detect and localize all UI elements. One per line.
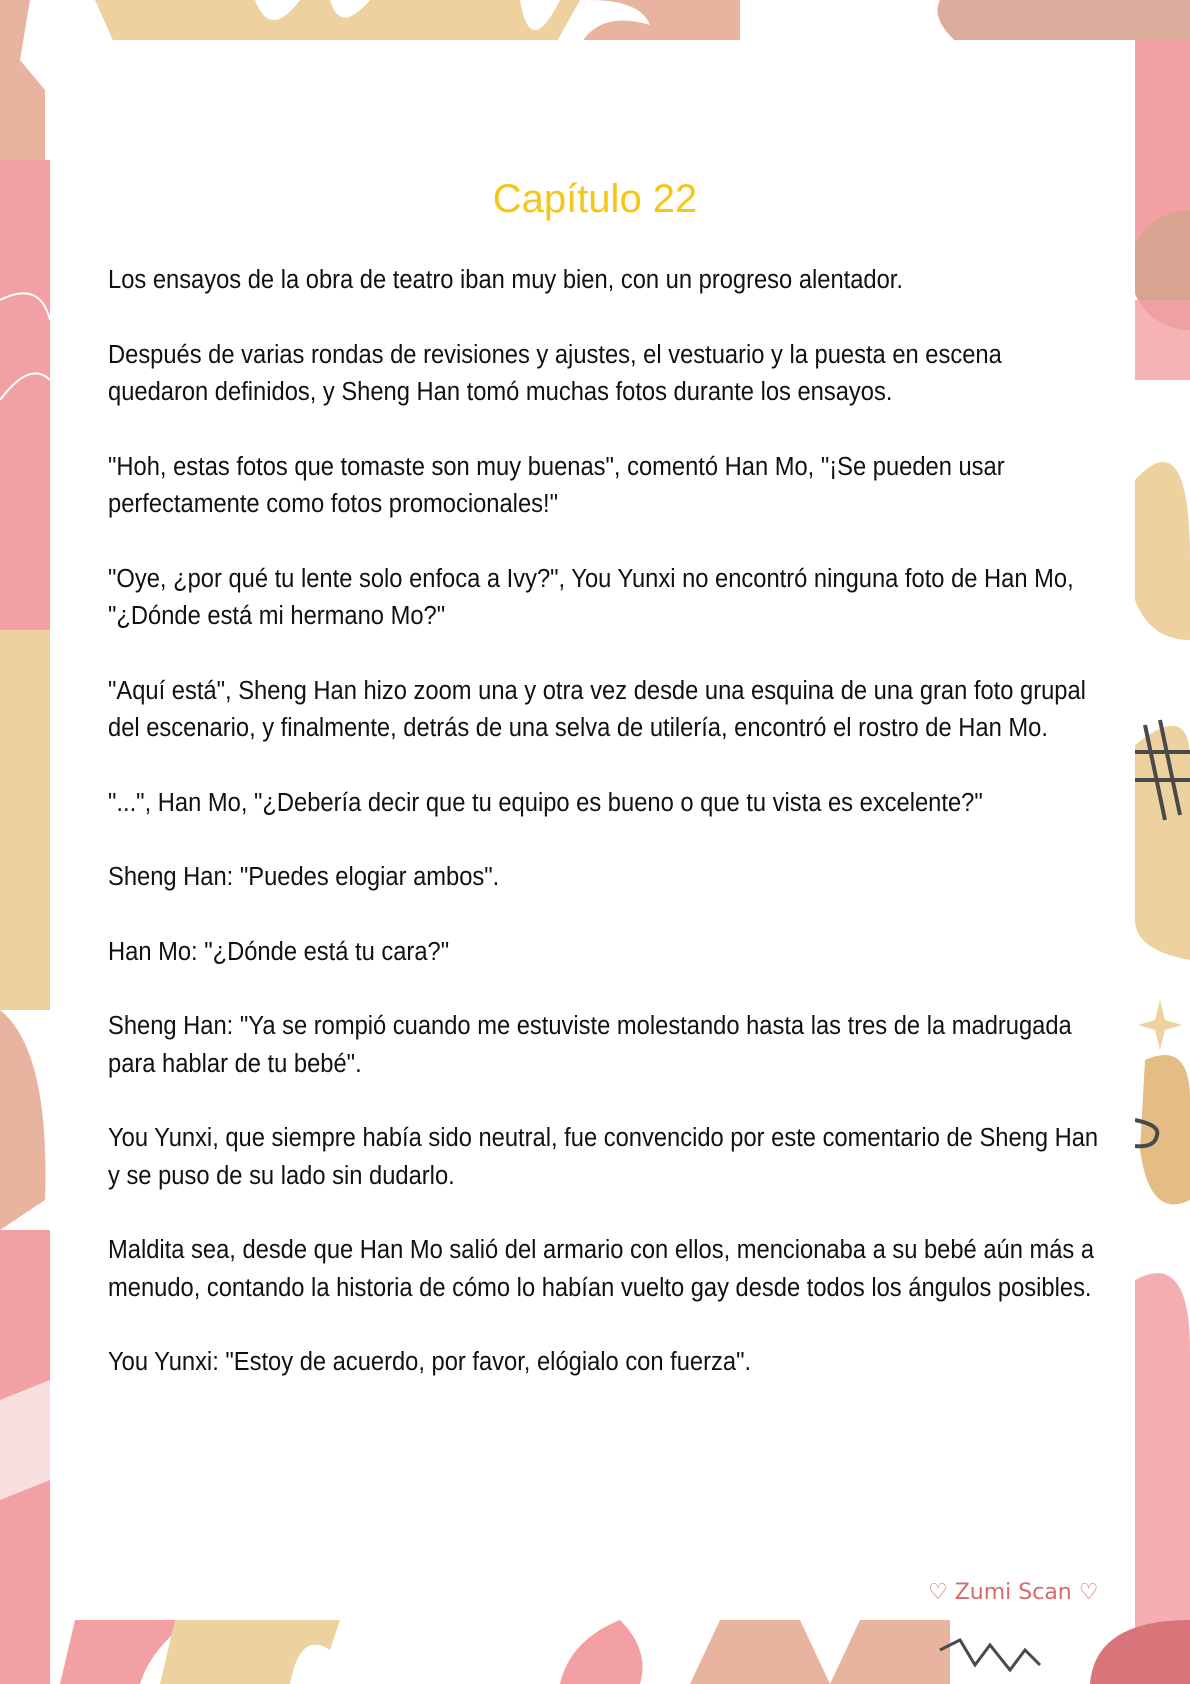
paragraph: You Yunxi, que siempre había sido neutral, fue convencido por este comentario de Sheng Han y se puso de su lado sin dudarlo.: [108, 1124, 1099, 1190]
paragraph: Maldita sea, desde que Han Mo salió del armario con ellos, mencionaba a su bebé aún más a menudo, contando la historia de cómo lo habían vuelto gay desde todos los ángulos posibles.: [108, 1236, 1095, 1302]
paragraph: Después de varias rondas de revisiones y ajustes, el vestuario y la puesta en escena quedaron definidos, y Sheng Han tomó muchas fotos durante los ensayos.: [108, 340, 1002, 406]
paragraph: Han Mo: "¿Dónde está tu cara?": [108, 937, 450, 966]
paragraph: "Hoh, estas fotos que tomaste son muy buenas", comentó Han Mo, "¡Se pueden usar perfectamente como fotos promocionales!": [108, 452, 1005, 518]
paragraph: "...", Han Mo, "¿Debería decir que tu equipo es bueno o que tu vista es excelente?": [108, 788, 983, 817]
chapter-body: [108, 262, 1099, 1419]
paragraph: Sheng Han: "Puedes elogiar ambos".: [108, 863, 500, 891]
paragraph: Sheng Han: "Ya se rompió cuando me estuviste molestando hasta las tres de la madrugada para hablar de tu bebé".: [108, 1012, 1072, 1078]
paragraph: Los ensayos de la obra de teatro iban muy bien, con un progreso alentador.: [108, 266, 903, 294]
paragraph: You Yunxi: "Estoy de acuerdo, por favor, elógialo con fuerza".: [108, 1348, 752, 1376]
paragraph: "Aquí está", Sheng Han hizo zoom una y otra vez desde una esquina de una gran foto grupal del escenario, y finalmente, detrás de una selva de utilería, encontró el rostro de Han Mo.: [108, 676, 1086, 742]
paragraph: "Oye, ¿por qué tu lente solo enfoca a Ivy?", You Yunxi no encontró ninguna foto de Han Mo, "¿Dónde está mi hermano Mo?": [108, 564, 1074, 630]
chapter-title: Capítulo 22: [492, 176, 698, 221]
scanlation-signature: ♡ Zumi Scan ♡: [928, 1580, 1099, 1605]
